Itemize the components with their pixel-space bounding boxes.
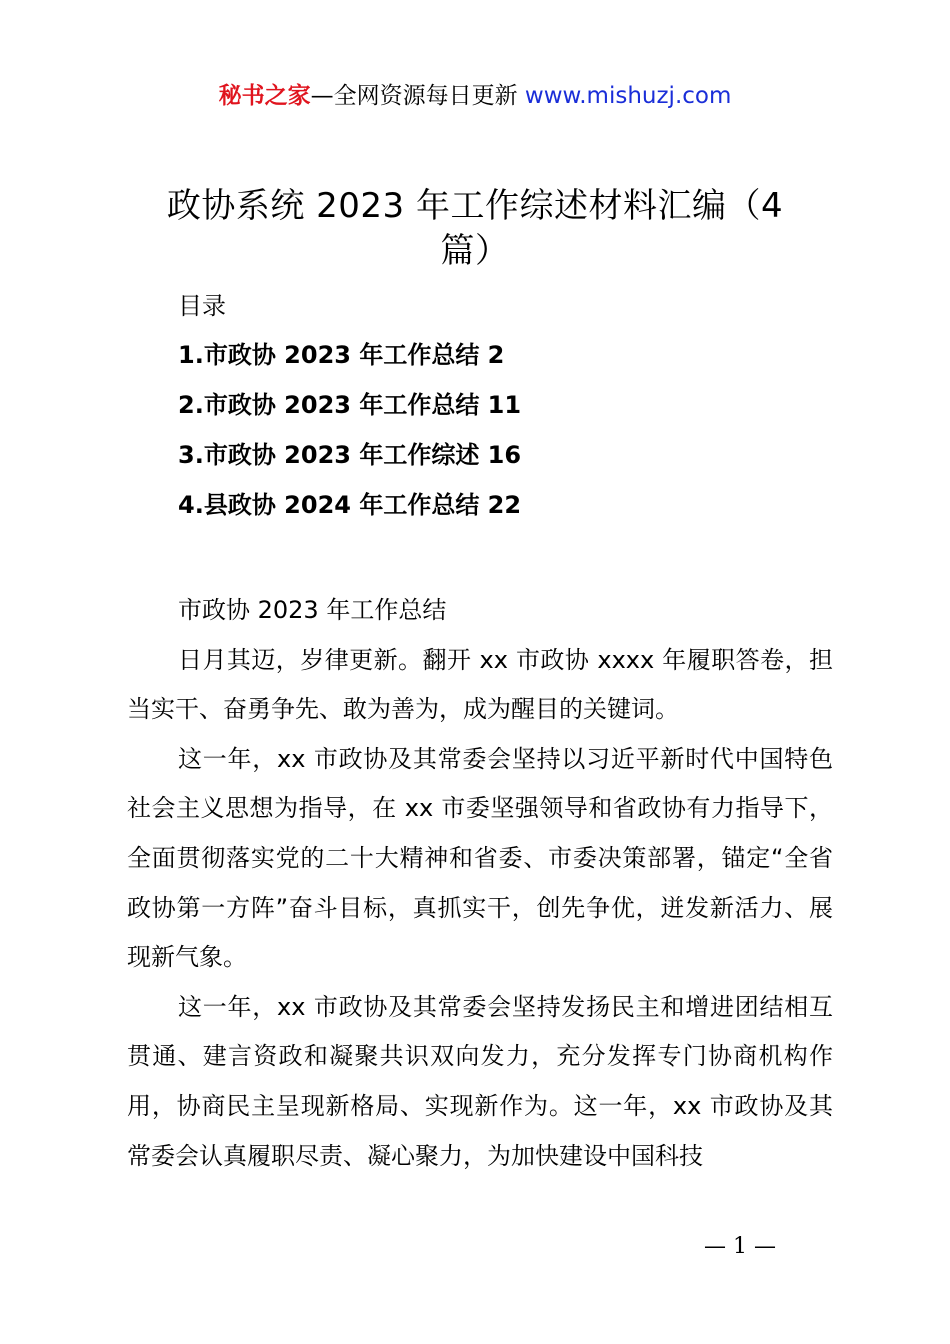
brand-name: 秘书之家 [218,83,311,109]
toc-item: 2.市政协 2023 年工作总结 11 [178,391,522,419]
toc-item: 4.县政协 2024 年工作总结 22 [178,491,522,519]
body-paragraph: 日月其迈，岁律更新。翻开 xx 市政协 xxxx 年履职答卷，担当实干、奋勇争先、敢为善为，成为醒目的关键词。 [127,645,833,724]
document-body [127,586,833,1181]
section-title: 市政协 2023 年工作总结 [178,596,447,624]
site-url-link[interactable]: www.mishuzj.com [524,83,732,109]
toc-heading: 目录 [178,292,226,320]
header-tagline: —全网资源每日更新 [310,83,518,109]
body-paragraph: 这一年，xx 市政协及其常委会坚持以习近平新时代中国特色社会主义思想为指导，在 xx 市委坚强领导和省政协有力指导下，全面贯彻落实党的二十大精神和省委、市委决策部署，锚定“全省政协第一方阵”奋斗目标，真抓实干，创先争优，迸发新活力、展现新气象。 [127,744,833,972]
site-header [0,78,950,114]
document-title: 政协系统 2023 年工作综述材料汇编（4 篇） [166,186,784,271]
page-number: — 1 — [704,1234,776,1259]
toc-item: 3.市政协 2023 年工作综述 16 [178,441,522,469]
toc-item: 1.市政协 2023 年工作总结 2 [178,341,505,369]
table-of-contents [178,339,521,539]
body-paragraph: 这一年，xx 市政协及其常委会坚持发扬民主和增进团结相互贯通、建言资政和凝聚共识双向发力，充分发挥专门协商机构作用，协商民主呈现新格局、实现新作为。这一年，xx 市政协及其常委会认真履职尽责、凝心聚力，为加快建设中国科技 [127,992,833,1170]
